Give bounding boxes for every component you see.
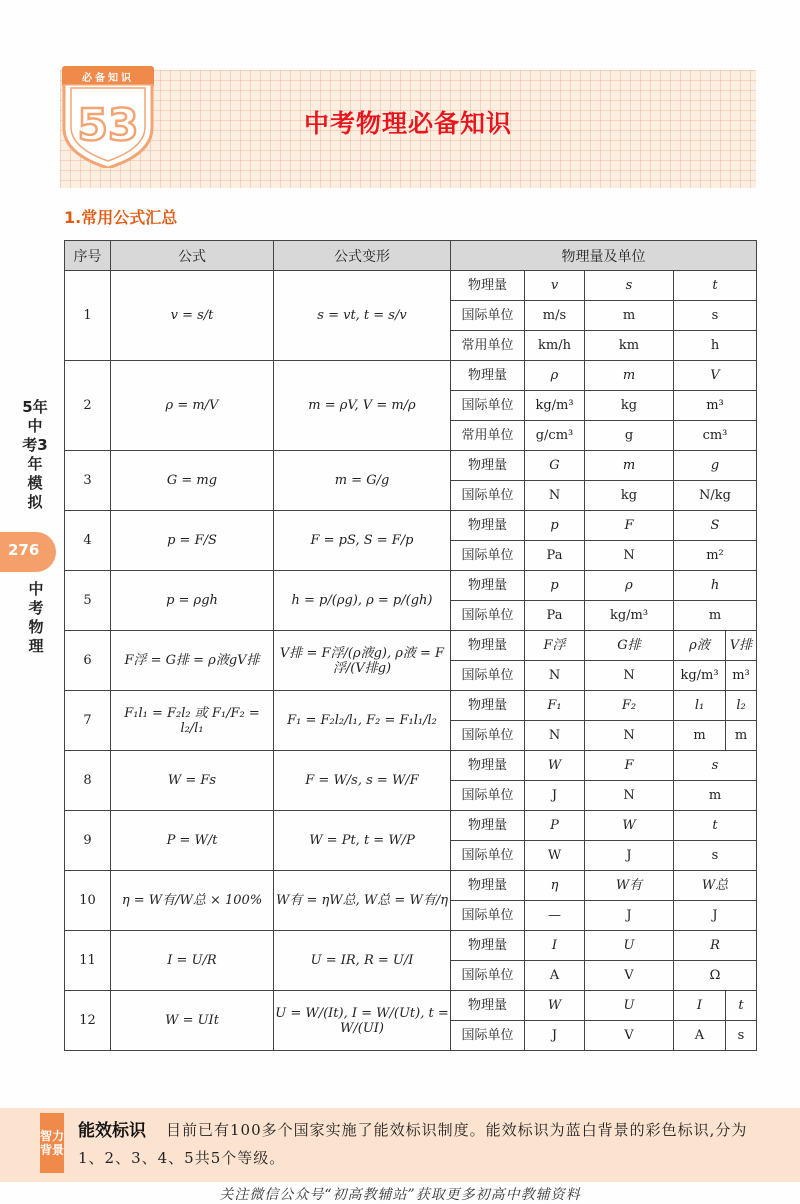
quantity-cell: V排 xyxy=(726,631,757,661)
quantity-label: 物理量 xyxy=(451,871,525,901)
transform-cell: F = W/s, s = W/F xyxy=(274,751,451,811)
unit-cell: N/kg xyxy=(674,481,757,511)
row-number: 3 xyxy=(65,451,111,511)
formula-cell: W = Fs xyxy=(111,751,274,811)
unit-cell: m³ xyxy=(726,661,757,691)
si-unit-label: 国际单位 xyxy=(451,481,525,511)
si-unit-label: 国际单位 xyxy=(451,601,525,631)
quantity-cell: t xyxy=(674,811,757,841)
row-number: 6 xyxy=(65,631,111,691)
row-number: 11 xyxy=(65,931,111,991)
quantity-cell: ρ xyxy=(585,571,674,601)
quantity-cell: W xyxy=(525,991,585,1021)
quantity-label: 物理量 xyxy=(451,631,525,661)
unit-cell: Ω xyxy=(674,961,757,991)
quantity-label: 物理量 xyxy=(451,931,525,961)
quantity-cell: t xyxy=(674,271,757,301)
unit-cell: Pa xyxy=(525,541,585,571)
quantity-cell: p xyxy=(525,511,585,541)
page-title: 中考物理必备知识 xyxy=(303,109,512,138)
si-unit-label: 国际单位 xyxy=(451,781,525,811)
unit-cell: N xyxy=(525,661,585,691)
si-unit-label: 国际单位 xyxy=(451,1021,525,1051)
quantity-cell: W总 xyxy=(674,871,757,901)
quantity-cell: s xyxy=(674,751,757,781)
unit-cell: cm³ xyxy=(674,421,757,451)
footer-tag: 智力背景 xyxy=(40,1113,64,1173)
transform-cell: m = ρV, V = m/ρ xyxy=(274,361,451,451)
row-number: 9 xyxy=(65,811,111,871)
unit-cell: kg/m³ xyxy=(674,661,726,691)
formula-cell: p = ρgh xyxy=(111,571,274,631)
quantity-cell: l₁ xyxy=(674,691,726,721)
quantity-cell: p xyxy=(525,571,585,601)
transform-cell: F₁ = F₂l₂/l₁, F₂ = F₁l₁/l₂ xyxy=(274,691,451,751)
page-number: 276 xyxy=(8,541,40,559)
footer-body: 目前已有100多个国家实施了能效标识制度。能效标识为蓝白背景的彩色标识,分为1、2、3、4、5共5个等级。 xyxy=(78,1121,748,1167)
table-row xyxy=(65,931,757,961)
header-no: 序号 xyxy=(65,241,111,271)
si-unit-label: 国际单位 xyxy=(451,961,525,991)
quantity-cell: ρ液 xyxy=(674,631,726,661)
si-unit-label: 国际单位 xyxy=(451,721,525,751)
unit-cell: N xyxy=(525,721,585,751)
quantity-cell: S xyxy=(674,511,757,541)
unit-cell: N xyxy=(585,721,674,751)
table-header-row xyxy=(65,241,757,271)
header-quantity-unit: 物理量及单位 xyxy=(451,241,757,271)
unit-cell: kg/m³ xyxy=(585,601,674,631)
book-title: 5年中考3年模拟 xyxy=(22,398,48,511)
subject-label: 中考物理 xyxy=(28,580,44,655)
formula-cell: η = W有/W总 × 100% xyxy=(111,871,274,931)
unit-cell: N xyxy=(525,481,585,511)
table-row xyxy=(65,361,757,391)
unit-cell: J xyxy=(525,781,585,811)
quantity-cell: t xyxy=(726,991,757,1021)
quantity-cell: F浮 xyxy=(525,631,585,661)
unit-cell: N xyxy=(585,781,674,811)
formula-cell: P = W/t xyxy=(111,811,274,871)
table-row xyxy=(65,691,757,721)
quantity-cell: h xyxy=(674,571,757,601)
quantity-cell: U xyxy=(585,991,674,1021)
section-title: 1.常用公式汇总 xyxy=(64,208,178,227)
unit-cell: A xyxy=(674,1021,726,1051)
unit-cell: V xyxy=(585,961,674,991)
quantity-label: 物理量 xyxy=(451,751,525,781)
unit-cell: J xyxy=(585,841,674,871)
quantity-cell: F xyxy=(585,511,674,541)
table-row xyxy=(65,871,757,901)
transform-cell: V排 = F浮/(ρ液g), ρ液 = F浮/(V排g) xyxy=(274,631,451,691)
unit-cell: h xyxy=(674,331,757,361)
unit-cell: km xyxy=(585,331,674,361)
quantity-label: 物理量 xyxy=(451,991,525,1021)
quantity-cell: V xyxy=(674,361,757,391)
si-unit-label: 国际单位 xyxy=(451,541,525,571)
common-unit-label: 常用单位 xyxy=(451,331,525,361)
row-number: 2 xyxy=(65,361,111,451)
quantity-cell: s xyxy=(585,271,674,301)
unit-cell: kg xyxy=(585,391,674,421)
unit-cell: V xyxy=(585,1021,674,1051)
unit-cell: g/cm³ xyxy=(525,421,585,451)
unit-cell: g xyxy=(585,421,674,451)
unit-cell: s xyxy=(674,841,757,871)
unit-cell: m² xyxy=(674,541,757,571)
transform-cell: W = Pt, t = W/P xyxy=(274,811,451,871)
quantity-cell: G排 xyxy=(585,631,674,661)
row-number: 1 xyxy=(65,271,111,361)
table-row xyxy=(65,631,757,661)
unit-cell: W xyxy=(525,841,585,871)
unit-cell: J xyxy=(525,1021,585,1051)
si-unit-label: 国际单位 xyxy=(451,841,525,871)
unit-cell: — xyxy=(525,901,585,931)
quantity-cell: m xyxy=(585,451,674,481)
quantity-cell: g xyxy=(674,451,757,481)
formula-cell: F浮 = G排 = ρ液gV排 xyxy=(111,631,274,691)
formula-cell: p = F/S xyxy=(111,511,274,571)
side-tab xyxy=(0,0,60,1204)
unit-cell: m xyxy=(674,721,726,751)
quantity-cell: F₁ xyxy=(525,691,585,721)
formula-cell: W = UIt xyxy=(111,991,274,1051)
quantity-cell: η xyxy=(525,871,585,901)
quantity-label: 物理量 xyxy=(451,571,525,601)
table-row xyxy=(65,571,757,601)
transform-cell: U = IR, R = U/I xyxy=(274,931,451,991)
footer-heading: 能效标识 xyxy=(78,1121,146,1141)
quantity-cell: v xyxy=(525,271,585,301)
quantity-cell: W xyxy=(585,811,674,841)
unit-cell: J xyxy=(585,901,674,931)
unit-cell: N xyxy=(585,661,674,691)
si-unit-label: 国际单位 xyxy=(451,391,525,421)
quantity-label: 物理量 xyxy=(451,271,525,301)
row-number: 12 xyxy=(65,991,111,1051)
svg-text:53: 53 xyxy=(77,100,139,151)
row-number: 5 xyxy=(65,571,111,631)
unit-cell: m xyxy=(674,601,757,631)
formula-cell: G = mg xyxy=(111,451,274,511)
unit-cell: km/h xyxy=(525,331,585,361)
header-transform: 公式变形 xyxy=(274,241,451,271)
quantity-cell: I xyxy=(525,931,585,961)
common-unit-label: 常用单位 xyxy=(451,421,525,451)
header-formula: 公式 xyxy=(111,241,274,271)
quantity-cell: U xyxy=(585,931,674,961)
unit-cell: m/s xyxy=(525,301,585,331)
unit-cell: N xyxy=(585,541,674,571)
quantity-cell: G xyxy=(525,451,585,481)
unit-cell: J xyxy=(674,901,757,931)
transform-cell: h = p/(ρg), ρ = p/(gh) xyxy=(274,571,451,631)
unit-cell: m³ xyxy=(674,391,757,421)
transform-cell: s = vt, t = s/v xyxy=(274,271,451,361)
table-row xyxy=(65,751,757,781)
unit-cell: m xyxy=(674,781,757,811)
quantity-cell: F xyxy=(585,751,674,781)
transform-cell: W有 = ηW总, W总 = W有/η xyxy=(274,871,451,931)
formula-cell: I = U/R xyxy=(111,931,274,991)
unit-cell: Pa xyxy=(525,601,585,631)
badge-label: 必备知识 xyxy=(62,66,154,86)
row-number: 7 xyxy=(65,691,111,751)
quantity-label: 物理量 xyxy=(451,691,525,721)
quantity-label: 物理量 xyxy=(451,511,525,541)
quantity-label: 物理量 xyxy=(451,451,525,481)
unit-cell: s xyxy=(726,1021,757,1051)
transform-cell: U = W/(It), I = W/(Ut), t = W/(UI) xyxy=(274,991,451,1051)
unit-cell: s xyxy=(674,301,757,331)
formula-cell: F₁l₁ = F₂l₂ 或 F₁/F₂ = l₂/l₁ xyxy=(111,691,274,751)
quantity-cell: W xyxy=(525,751,585,781)
quantity-cell: W有 xyxy=(585,871,674,901)
quantity-cell: ρ xyxy=(525,361,585,391)
si-unit-label: 国际单位 xyxy=(451,301,525,331)
unit-cell: A xyxy=(525,961,585,991)
quantity-cell: R xyxy=(674,931,757,961)
unit-cell: kg/m³ xyxy=(525,391,585,421)
formula-cell: v = s/t xyxy=(111,271,274,361)
si-unit-label: 国际单位 xyxy=(451,661,525,691)
quantity-cell: m xyxy=(585,361,674,391)
quantity-label: 物理量 xyxy=(451,811,525,841)
quantity-cell: P xyxy=(525,811,585,841)
quantity-cell: I xyxy=(674,991,726,1021)
table-row xyxy=(65,811,757,841)
table-row xyxy=(65,511,757,541)
formula-table xyxy=(64,240,757,1051)
unit-cell: kg xyxy=(585,481,674,511)
transform-cell: m = G/g xyxy=(274,451,451,511)
unit-cell: m xyxy=(585,301,674,331)
row-number: 4 xyxy=(65,511,111,571)
table-row xyxy=(65,271,757,301)
watermark-text: 关注微信公众号“初高教辅站”获取更多初高中教辅资料 xyxy=(219,1187,581,1203)
transform-cell: F = pS, S = F/p xyxy=(274,511,451,571)
row-number: 10 xyxy=(65,871,111,931)
quantity-cell: l₂ xyxy=(726,691,757,721)
quantity-label: 物理量 xyxy=(451,361,525,391)
table-row xyxy=(65,991,757,1021)
unit-cell: m xyxy=(726,721,757,751)
quantity-cell: F₂ xyxy=(585,691,674,721)
row-number: 8 xyxy=(65,751,111,811)
formula-cell: ρ = m/V xyxy=(111,361,274,451)
si-unit-label: 国际单位 xyxy=(451,901,525,931)
table-row xyxy=(65,451,757,481)
